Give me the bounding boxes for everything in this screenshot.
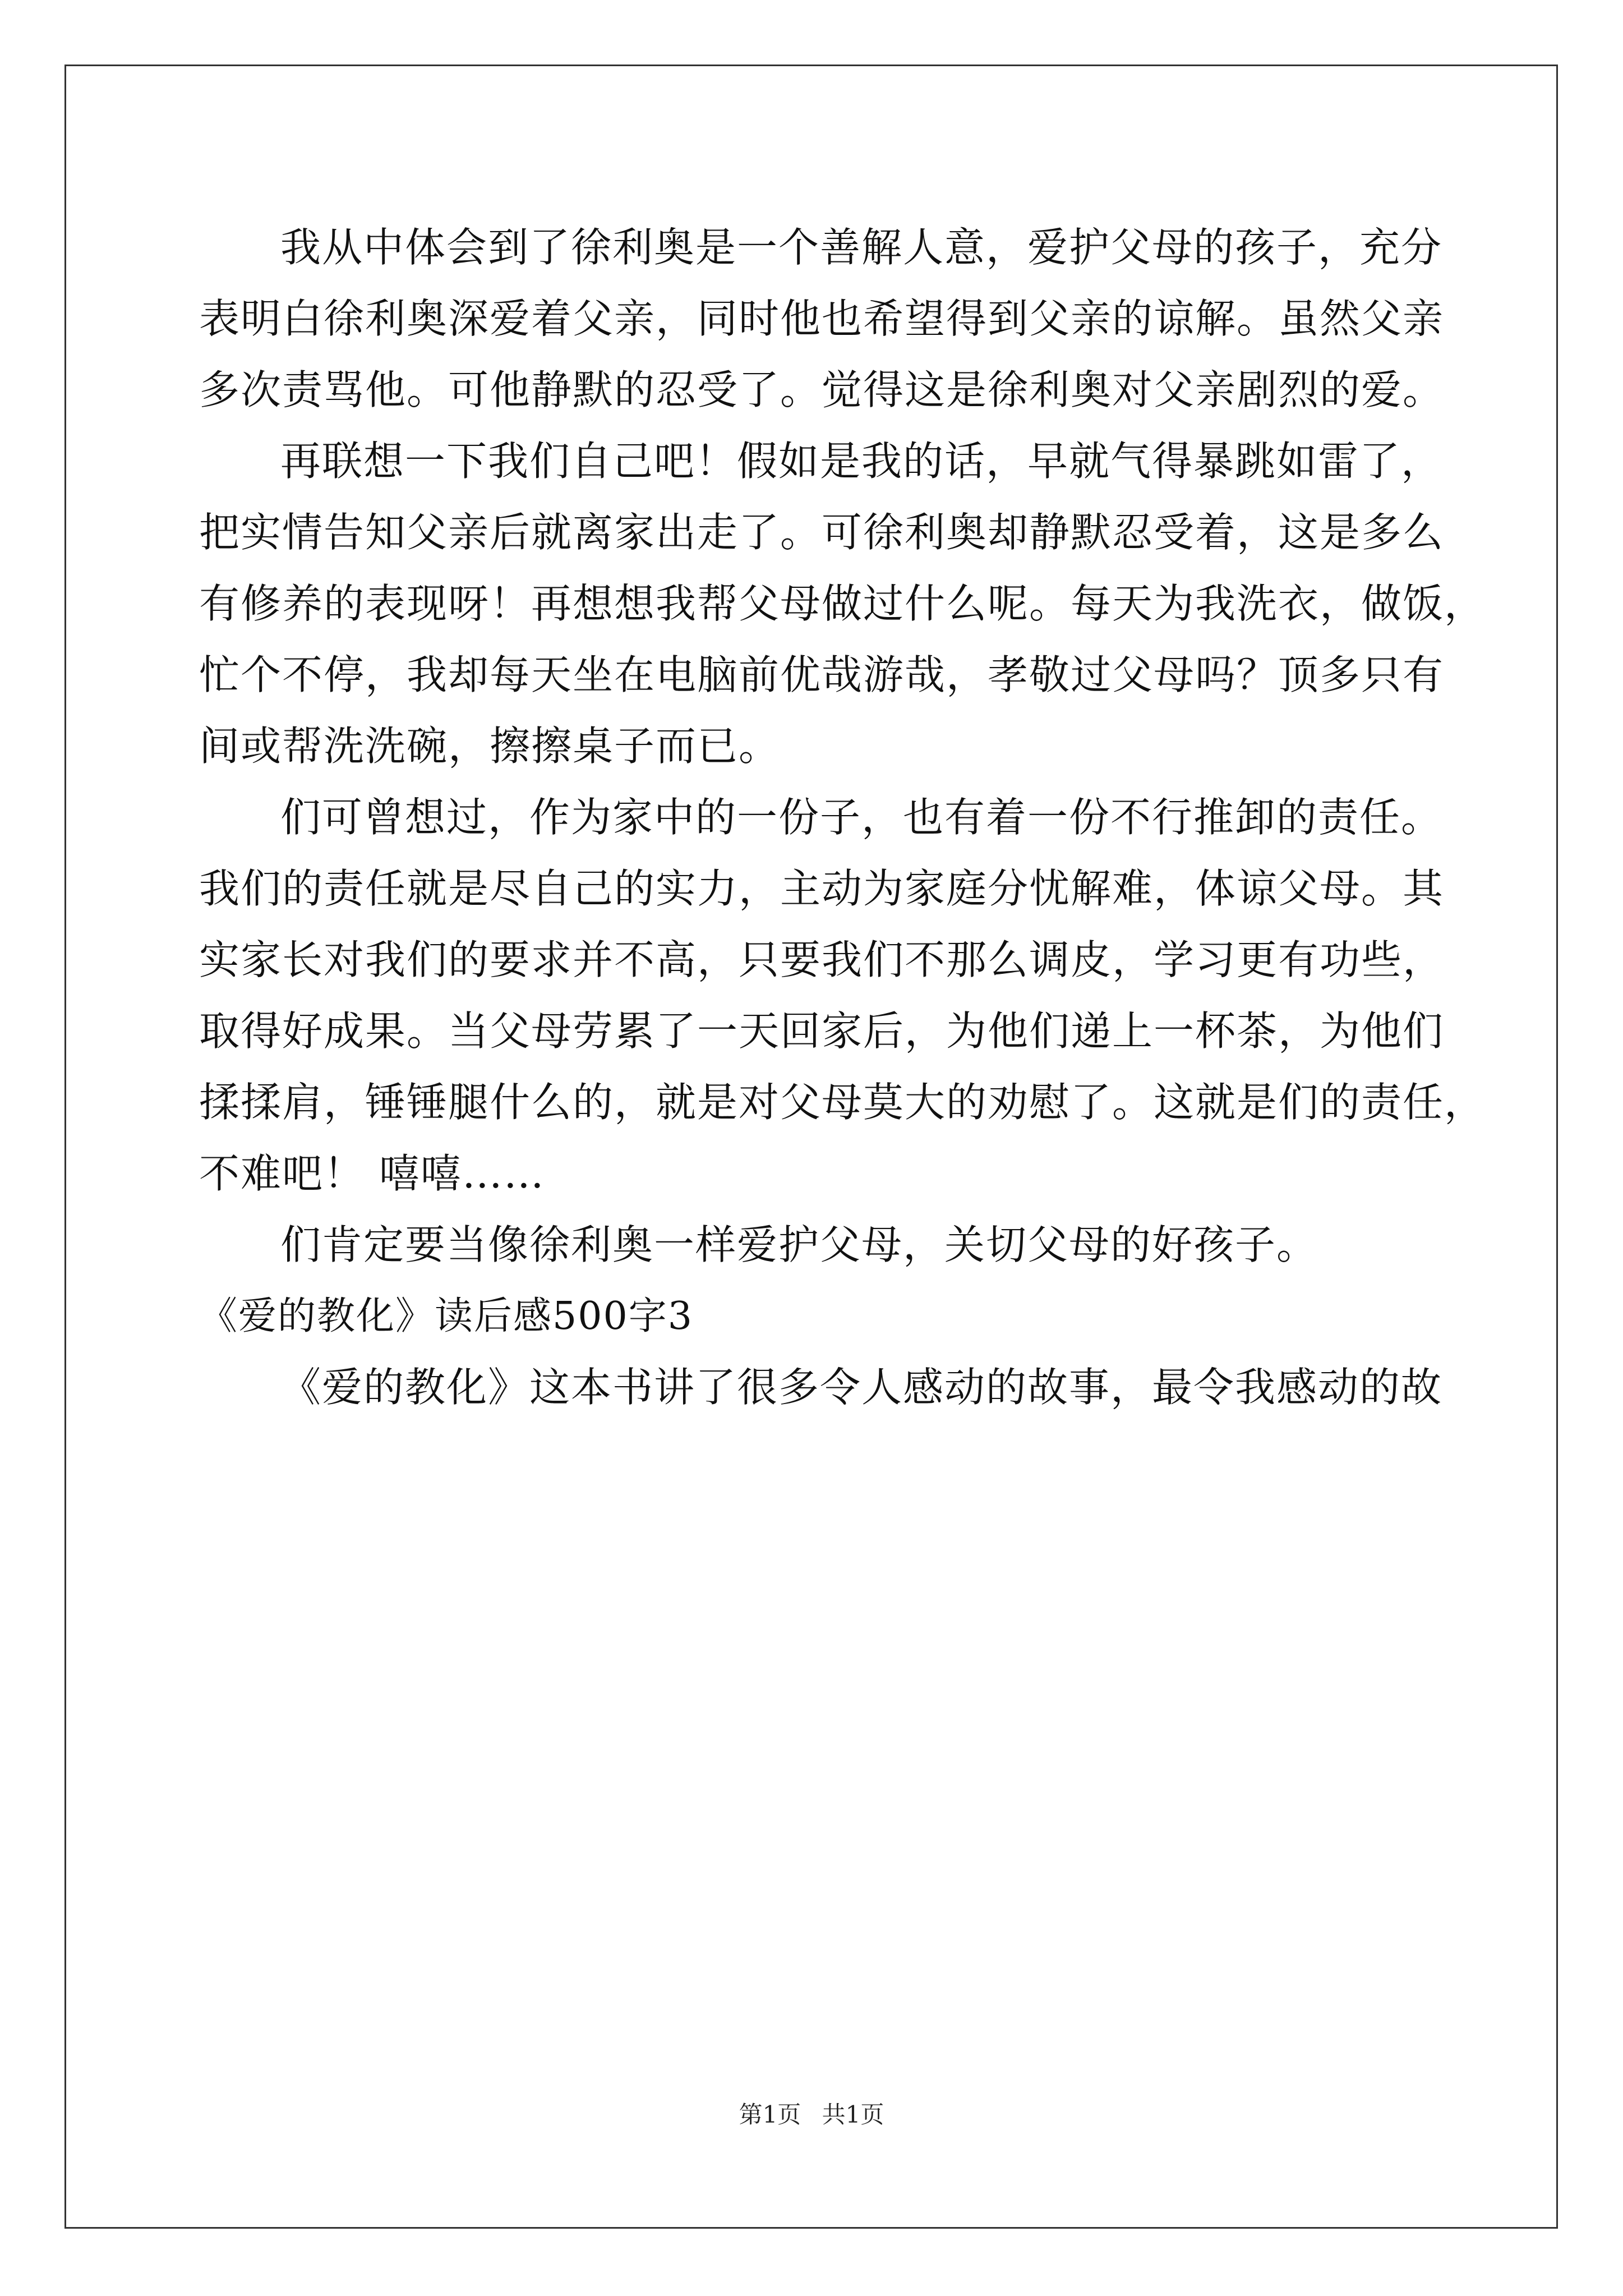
paragraph-5 — [199, 1352, 1443, 1423]
text-line: 再联想一下我们自己吧！假如是我的话，早就气得暴跳如雷了， — [280, 438, 1443, 485]
text-line: 取得好成果。当父母劳累了一天回家后，为他们递上一杯茶，为他们 — [199, 1007, 1445, 1055]
document-body — [199, 212, 1486, 1423]
text-line: 我从中体会到了徐利奥是一个善解人意，爱护父母的孩子，充分 — [280, 224, 1443, 271]
paragraph-2 — [199, 426, 1486, 782]
text-line: 把实情告知父亲后就离家出走了。可徐利奥却静默忍受着，这是多么 — [199, 509, 1445, 556]
text-line: 不难吧！ 嘻嘻…… — [199, 1150, 545, 1197]
text-line: 们可曾想过，作为家中的一份子，也有着一份不行推卸的责任。 — [280, 794, 1443, 841]
text-line: 多次责骂他。可他静默的忍受了。觉得这是徐利奥对父亲剧烈的爱。 — [199, 366, 1445, 413]
paragraph-4 — [199, 1209, 1433, 1281]
page-number-total: 共1页 — [822, 2101, 884, 2128]
text-line: 揉揉肩，锤锤腿什么的，就是对父母莫大的劝慰了。这就是们的责任， — [199, 1079, 1486, 1126]
page-footer — [0, 2101, 1623, 2129]
text-line: 们肯定要当像徐利奥一样爱护父母，关切父母的好孩子。 — [280, 1221, 1318, 1268]
page-number-current: 第1页 — [739, 2101, 801, 2128]
section-heading: 《爱的教化》读后感500字3 — [199, 1294, 694, 1338]
paragraph-3 — [199, 782, 1486, 1209]
text-line: 有修养的表现呀！再想想我帮父母做过什么呢。每天为我洗衣，做饭， — [199, 580, 1486, 627]
text-line: 间或帮洗洗碗，擦擦桌子而已。 — [199, 723, 781, 770]
text-line: 《爱的教化》这本书讲了很多令人感动的故事，最令我感动的故 — [280, 1364, 1443, 1411]
text-line: 表明白徐利奥深爱着父亲，同时他也希望得到父亲的谅解。虽然父亲 — [199, 295, 1445, 342]
paragraph-1 — [199, 212, 1445, 426]
text-line: 实家长对我们的要求并不高，只要我们不那么调皮，学习更有功些， — [199, 936, 1445, 983]
text-line: 忙个不停，我却每天坐在电脑前优哉游哉，孝敬过父母吗？顶多只有 — [199, 651, 1445, 698]
text-line: 我们的责任就是尽自己的实力，主动为家庭分忧解难，体谅父母。其 — [199, 865, 1445, 912]
